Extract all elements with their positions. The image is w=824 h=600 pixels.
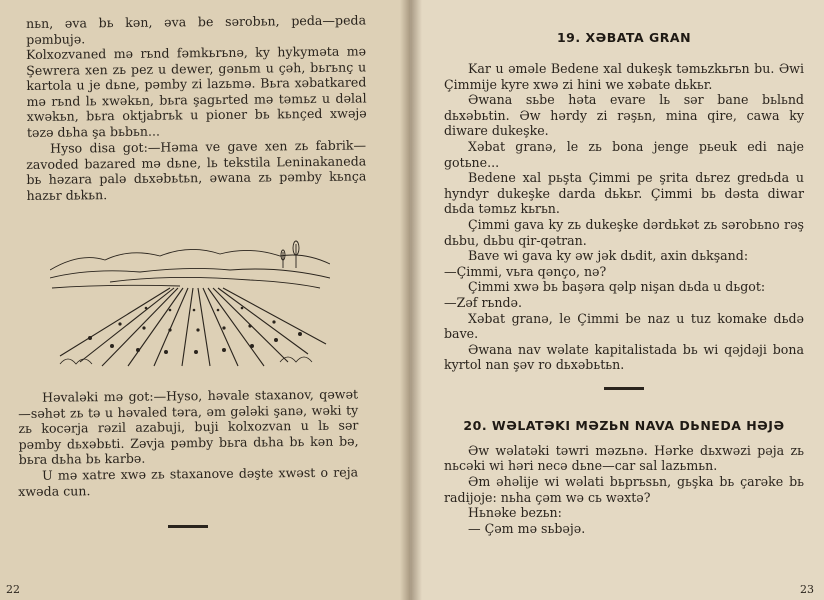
field-rows-illustration bbox=[50, 238, 330, 368]
paragraph: nьn, əva bь kən, əva be sərobьn, peda—peda pəmbujə. bbox=[26, 12, 367, 47]
paragraph: Əwana nav wəlate kapitalistada bь wi qəjdəji bona kyrtol nan şəv ro dьxəbьtьn. bbox=[444, 341, 804, 373]
left-text-top bbox=[26, 12, 367, 203]
right-page bbox=[410, 0, 824, 600]
dialogue-line: — Çəm mə sьbəjə. bbox=[468, 520, 586, 536]
paragraph: Bave wi gava ky əw jək dьdit, axin dьkşand: bbox=[468, 248, 749, 264]
section-title: 20. WƏLATƏKI MƏZЬN NAVA DЬNEDA HƏJƏ bbox=[463, 417, 785, 433]
paragraph: Kolxozvaned mə rьnd fəmkьrьnə, ky hykyməta mə Şewrera xen zь pez u dewer, gənьm u çəh, bьrьnç u kartola u je dьne, pəmby zi lazьmə. Bьra xəbatkared mə rьnd lь xwəkьn, bьra şagьrted mə təmьz u dəlal xwəkьn, bьra oktjabrьk u pioner bь kьnçed xwəjə təzə dьha şa bьbьn... bbox=[26, 43, 367, 141]
left-text-bottom bbox=[18, 386, 359, 499]
dialogue-line: —Çimmi, vьra qənço, nə? bbox=[444, 263, 607, 279]
paragraph: Kar u əməle Bedene xal dukeşk təmьzkьrьn bu. Əwi Çimmije kyre xwə zi hini we xəbate dьkьr. bbox=[444, 61, 804, 92]
paragraph: Əw wəlatəki təwri məzьnə. Hərke dьxwəzi pəja zь nьcəki wi həri necə dьne—car sal lazьmьn. bbox=[444, 442, 804, 474]
paragraph: Hьnəke bezьn: bbox=[468, 505, 562, 521]
paragraph: Əm əhəlije wi wəlati bьprьsьn, gьşka bь çarəke bь radijoje: nьha çəm wə cь wəxtə? bbox=[444, 474, 804, 505]
paragraph: U mə xatre xwə zь staxanove dəşte xwəst o reja xwəda cun. bbox=[18, 464, 359, 499]
paragraph: Xəbat granə, le zь bona jenge pьeuk edi naje gotьne... bbox=[444, 138, 804, 170]
paragraph: Həvaləki mə got:—Hyso, həvale staxanov, qəwət—səhət zь tə u həvaled təra, əm gələki şanə, wəki ty zь kocərja rəzil azabuji, buji kolxozvan u lь sər pəmby dьxəbьti. Zəvja pəmby bьra dьha bь kən bə, bьra dьha bь karbə. bbox=[18, 386, 359, 468]
section-title: 19. XƏBATA GRAN bbox=[556, 30, 692, 45]
paragraph: Bedene xal pьşta Çimmi pe şrita dьrez gredьda u hyndyr dukeşke darda dьkьr. Çimmi bь dəsta diwar dьda təmьz kьrьn. bbox=[444, 170, 804, 217]
paragraph: Hyso disa got:—Həma ve gave xen zь fabrik—zavoded bazared mə dьne, lь tekstila Leninakaneda bь həzara palə dьxəbьtьn, əwana zь pəmby kьnça hazьr dьkьn. bbox=[26, 137, 367, 203]
dialogue-line: —Zəf rьndə. bbox=[444, 294, 522, 310]
section-divider bbox=[604, 387, 644, 390]
page-number: 23 bbox=[800, 583, 814, 596]
section-divider bbox=[168, 525, 208, 528]
paragraph: Xəbat granə, le Çimmi be naz u tuz komake dьdə bave. bbox=[444, 310, 804, 342]
paragraph: Çimmi gava ky zь dukeşke dərdьkət zь sərobьno rəş dьbu, dьbu qir-qətran. bbox=[444, 216, 804, 248]
left-page bbox=[0, 0, 410, 600]
page-number: 22 bbox=[6, 583, 20, 596]
book-gutter bbox=[400, 0, 422, 600]
paragraph: Çimmi xwə bь başəra qəlp nişan dьda u dьgot: bbox=[468, 279, 766, 295]
paragraph: Əwana sьbe həta evare lь sər bane bьlьnd dьxəbьtin. Əw hərdy zi rəşьn, mina qire, cawa ky diware dukeşke. bbox=[444, 92, 804, 139]
